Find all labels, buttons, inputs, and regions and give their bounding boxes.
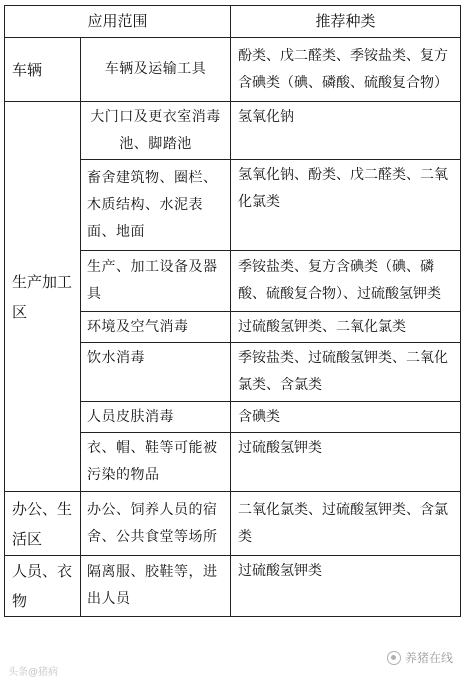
category-cell: 人员皮肤消毒 — [81, 402, 231, 433]
kinds-cell: 季铵盐类、过硫酸氢钾类、二氧化氯类、含氯类 — [231, 343, 461, 402]
table-row — [5, 556, 461, 617]
kinds-cell: 氢氧化钠、酚类、戊二醛类、二氧化氯类 — [231, 160, 461, 251]
category-cell: 隔离服、胶鞋等，进出人员 — [81, 556, 231, 617]
header-recommended: 推荐种类 — [231, 6, 461, 38]
watermark-left: 头条@猪病 — [8, 667, 58, 678]
kinds-cell: 酚类、戊二醛类、季铵盐类、复方含碘类（碘、磷酸、硫酸复合物） — [231, 38, 461, 102]
kinds-cell: 含碘类 — [231, 402, 461, 433]
table-row — [5, 102, 461, 160]
category-cell: 生产、加工设备及器具 — [81, 251, 231, 312]
group-office: 办公、生活区 — [5, 492, 81, 556]
category-cell: 畜舍建筑物、圈栏、木质结构、水泥表面、地面 — [81, 160, 231, 251]
kinds-cell: 过硫酸氢钾类 — [231, 433, 461, 492]
category-cell: 环境及空气消毒 — [81, 312, 231, 343]
kinds-cell: 季铵盐类、复方含碘类（碘、磷酸、硫酸复合物）、过硫酸氢钾类 — [231, 251, 461, 312]
watermark-right-label: 养猪在线 — [404, 651, 453, 665]
kinds-cell: 过硫酸氢钾类、二氧化氯类 — [231, 312, 461, 343]
group-vehicle: 车辆 — [5, 38, 81, 102]
group-production: 生产加工区 — [5, 102, 81, 492]
category-cell: 车辆及运输工具 — [81, 38, 231, 102]
disinfectant-table — [4, 5, 461, 617]
kinds-cell: 二氧化氯类、过硫酸氢钾类、含氯类 — [231, 492, 461, 556]
table-row — [5, 38, 461, 102]
group-personnel: 人员、衣物 — [5, 556, 81, 617]
category-cell: 饮水消毒 — [81, 343, 231, 402]
kinds-cell: 氢氧化钠 — [231, 102, 461, 160]
category-cell: 大门口及更衣室消毒池、脚踏池 — [81, 102, 231, 160]
header-row — [5, 6, 461, 38]
watermark-right — [387, 649, 453, 666]
table-row — [5, 492, 461, 556]
category-cell: 衣、帽、鞋等可能被污染的物品 — [81, 433, 231, 492]
category-cell: 办公、饲养人员的宿舍、公共食堂等场所 — [81, 492, 231, 556]
kinds-cell: 过硫酸氢钾类 — [231, 556, 461, 617]
wechat-icon — [387, 651, 401, 665]
header-scope: 应用范围 — [5, 6, 231, 38]
